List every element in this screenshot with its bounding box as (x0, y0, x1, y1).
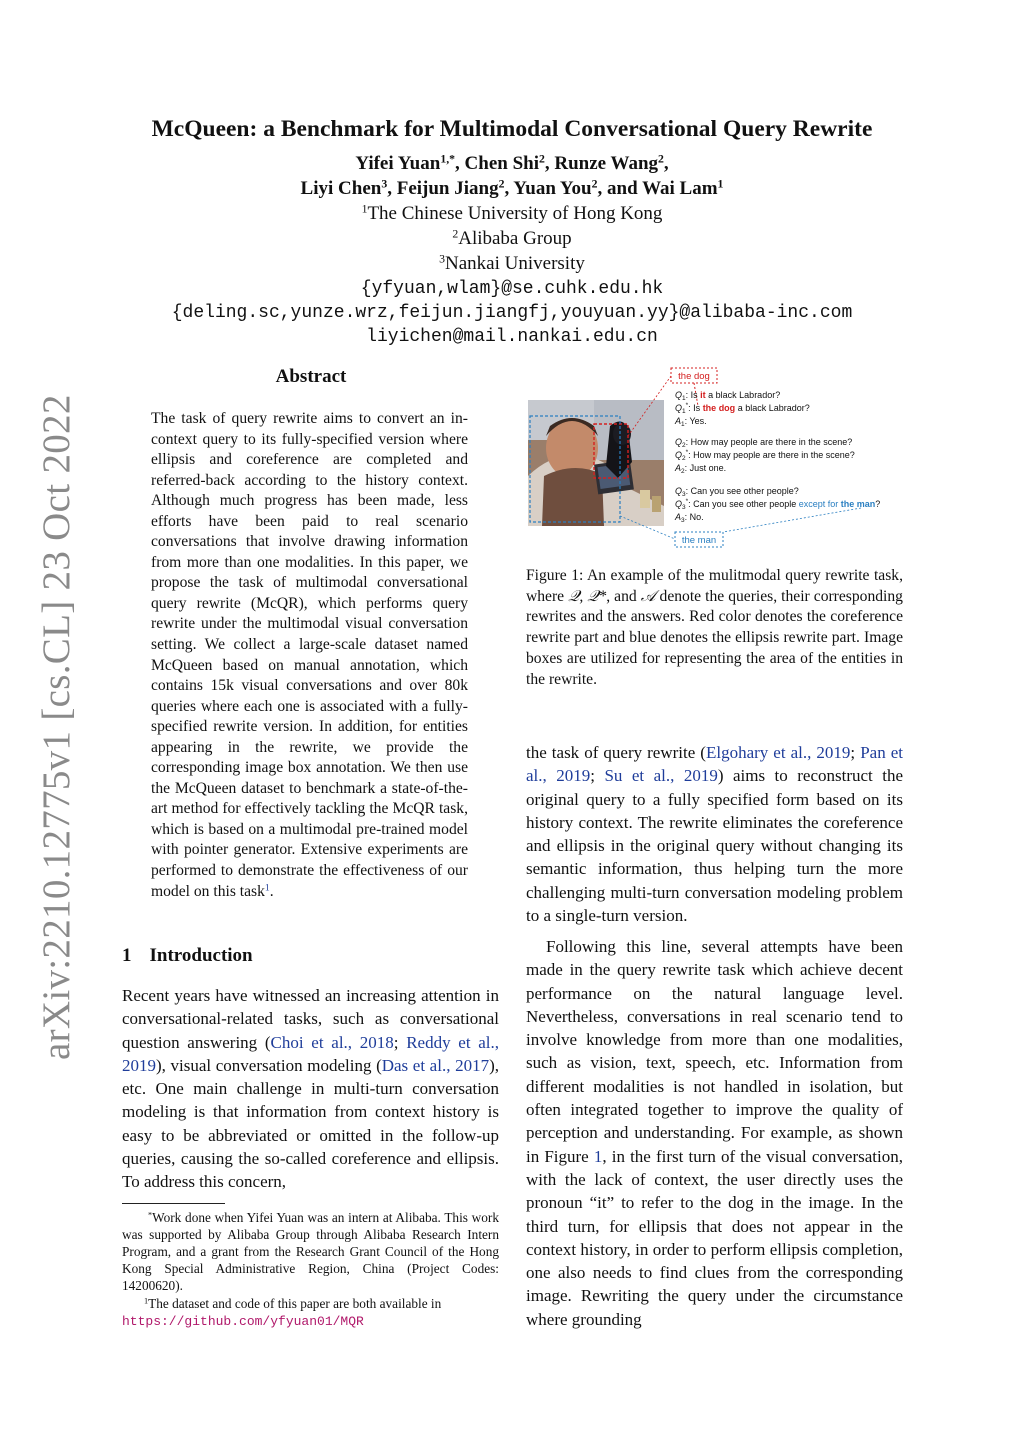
text-run: Following this line, several attempts have been made in the query rewrite task which achieve decent performance on the natural language level. Nevertheless, conversations in real scenario tend to involve knowledge from more than one modalities, such as vision, text, speech, etc. Information from different modalities is not handled in isolation, but often integrated together to improve the quality of perception and understanding. For example, as shown in Figure (526, 937, 903, 1166)
label-the-dog: the dog (678, 371, 710, 382)
text-run: ; (850, 743, 861, 762)
svg-text:A2: Just one.: $A_2$: Just one. (675, 463, 727, 475)
caption-symbol: 𝒜 (640, 587, 656, 605)
email-line-2: {deling.sc,yunze.wrz,feijun.jiangfj,youyuan.yy}@alibaba-inc.com (171, 303, 853, 323)
footnote-ref[interactable]: 1 (264, 882, 270, 894)
affiliation-name: Nankai University (445, 253, 585, 274)
a-text: : No. (684, 512, 704, 522)
section-heading-introduction (122, 945, 253, 967)
author-sep: , (387, 178, 397, 199)
r-text: : Can you see other people (688, 499, 799, 509)
author-sup: 3 (381, 177, 388, 191)
author-sup: 1 (717, 177, 724, 191)
q-label: Q (675, 390, 683, 400)
turn-2 (674, 437, 855, 475)
svg-text:Q2*: How may people are there: $Q_2^*$: How may people are there in the scene? (675, 449, 855, 462)
author-sep: , (663, 153, 669, 174)
citation-link[interactable]: Elgohary et al., 2019 (705, 743, 851, 762)
r-sub: 1 (682, 408, 686, 415)
author-name: Yifei Yuan (355, 153, 441, 174)
q-text: : Can you see other people? (685, 486, 799, 496)
email-line-3: liyichen@mail.nankai.edu.cn (366, 327, 658, 347)
r-sub: 2 (682, 455, 686, 462)
abstract-end: . (269, 882, 274, 900)
q-label: Q (675, 437, 683, 447)
author-name: Wai Lam (642, 178, 718, 199)
r-text: ? (875, 499, 881, 509)
r-sub: 3 (682, 504, 686, 511)
figure-ref-link[interactable]: 1 (593, 1146, 603, 1166)
author-sup: 2 (658, 152, 664, 166)
right-paragraph-1 (526, 741, 903, 927)
caption-symbol: 𝒬, 𝒬* (568, 587, 607, 605)
text-run: Recent years have witnessed an increasing attention in conversational-related tasks, such as conversational question answering ( (122, 986, 499, 1052)
caption-text: denote the queries, their corresponding rewrites and the answers. Red color denotes the coreference rewrite part and blue denotes the ellipsis rewrite part. Image boxes are utilized for representing the area of the entities in the rewrite. (526, 587, 903, 688)
svg-text:Q3: Can you see other people? (675, 486, 799, 498)
r-label: Q (675, 450, 683, 460)
affiliation-sup: 3 (439, 252, 446, 266)
svg-text:Q1*: Is the dog a black Labrad: $Q_1^*$: Is the dog a black Labrador? (675, 402, 810, 415)
author-sup: 2 (591, 177, 598, 191)
r-label: Q (675, 499, 683, 509)
author-name: Feijun Jiang (396, 178, 499, 199)
intro-paragraph (122, 984, 499, 1194)
a-sub: 3 (681, 517, 685, 524)
label-the-man: the man (681, 535, 717, 546)
a-text: : Just one. (684, 463, 727, 473)
affiliation-sup: 2 (452, 227, 459, 241)
affiliation-name: Alibaba Group (458, 228, 572, 249)
citation-link[interactable]: Choi et al., 2018 (270, 1032, 394, 1052)
q-text: : How may people are there in the scene? (685, 437, 853, 447)
r-ellipsis-rewrite: except for (798, 499, 841, 509)
text-run: ), etc. One main challenge in multi-turn conversation modeling is that information from context history is easy to be abbreviated or omitted in the follow-up queries, causing the so-called coreference and ellipsis. To address this concern, (122, 1055, 499, 1192)
r-text: : Is (688, 403, 703, 413)
github-link[interactable]: https://github.com/yfyuan01/MQR (122, 1314, 364, 1329)
right-paragraph-2 (526, 935, 903, 1331)
citation-link[interactable]: Su et al., 2019 (604, 766, 718, 786)
affiliation-2 (0, 228, 1024, 250)
r-text: a black Labrador? (735, 403, 810, 413)
footnote-rule (122, 1203, 225, 1204)
author-sep: , (544, 153, 555, 174)
citation-link[interactable]: Pan et al., 2019 (526, 743, 903, 786)
q-sub: 2 (682, 442, 686, 449)
svg-text:Q1: Is it a black Labrador? (675, 390, 780, 402)
author-line-2 (0, 178, 1024, 200)
svg-text:A1: Yes.: $A_1$: Yes. (675, 416, 707, 428)
figure-1-caption (526, 566, 903, 690)
q-coref-word: it (700, 390, 706, 400)
r-coref-rewrite: the dog (702, 403, 736, 413)
footnote-1 (122, 1209, 499, 1294)
affiliation-sup: 1 (361, 202, 368, 216)
a-text: : Yes. (684, 416, 707, 426)
author-name: Chen Shi (464, 153, 539, 174)
text-run: ; (590, 766, 605, 786)
author-name: Liyi Chen (300, 178, 382, 199)
figure-1 (524, 366, 909, 552)
a-sub: 2 (681, 468, 685, 475)
caption-label: Figure 1: (526, 567, 584, 584)
caption-text: , and (606, 587, 641, 605)
author-line-1 (0, 153, 1024, 175)
author-sep: , and (597, 178, 643, 199)
a-sub: 1 (681, 421, 685, 428)
r-label: Q (675, 403, 683, 413)
abstract-heading: Abstract (275, 366, 347, 387)
caption-text: An example of the mulitmodal query rewrite task, where (526, 567, 903, 605)
svg-text:Q3*: Can you see other people: $Q_3^*$: Can you see other people except for the man? (675, 498, 881, 511)
author-sep: , (504, 178, 514, 199)
r-text: : How may people are there in the scene? (688, 450, 855, 460)
svg-text:Q2: How may people are there i (675, 437, 852, 449)
arxiv-identifier: arXiv:2210.12775v1 [cs.CL] 23 Oct 2022 (35, 394, 78, 1060)
svg-text:A3: No.: $A_3$: No. (675, 512, 704, 524)
text-run: ), visual conversation modeling ( (156, 1055, 382, 1075)
text-run: the task of query rewrite ( (526, 743, 706, 762)
author-name: Runze Wang (554, 153, 659, 174)
footnote-text: Work done when Yifei Yuan was an intern at Alibaba. This work was supported by Alibaba Group through Alibaba Research Intern Program, and a grant from the Research Grant Council of the Hong Kong Special Administrative Region, China (Project Codes: 14200620). (122, 1210, 499, 1293)
author-sup: 2 (498, 177, 505, 191)
author-sep: , (455, 153, 465, 174)
turn-1 (674, 390, 810, 428)
email-line-1: {yfyuan,wlam}@se.cuhk.edu.hk (360, 279, 664, 299)
q-sub: 1 (682, 395, 686, 402)
section-number: 1 (122, 945, 132, 966)
affiliation-1 (0, 203, 1024, 225)
author-sup: 2 (538, 152, 545, 166)
q-text: a black Labrador? (705, 390, 781, 400)
citation-link[interactable]: Reddy et al., 2019 (122, 1032, 500, 1075)
paper-title: McQueen: a Benchmark for Multimodal Conversational Query Rewrite (151, 116, 873, 142)
footnote-2 (122, 1295, 499, 1330)
citation-link[interactable]: Das et al., 2017 (381, 1055, 490, 1075)
footnote-mark: * (148, 1210, 153, 1220)
turn-3 (674, 486, 880, 524)
abstract-body (151, 409, 468, 902)
q-sub: 3 (682, 491, 686, 498)
affiliation-name: The Chinese University of Hong Kong (367, 203, 663, 224)
text-run: , in the first turn of the visual conversation, with the lack of context, the user directly uses the pronoun “it” to refer to the dog in the image. In the third turn, for ellipsis that does not appear in the context history, in order to perform ellipsis completion, one also needs to find clues from the corresponding image. Rewriting the query under the circumstance where grounding (526, 1146, 903, 1329)
footnote-mark: 1 (144, 1296, 149, 1306)
text-run: ; (393, 1032, 407, 1052)
q-text: : Is (685, 390, 701, 400)
author-sup: 1,* (440, 152, 456, 166)
text-run: ) aims to reconstruct the original query to a fully specified form based on its history context. The rewrite eliminates the coreference and ellipsis in the original query without changing its semantic information, thus helping turn the more challenging multi-turn conversation modeling problem to a single-turn version. (526, 766, 904, 926)
q-label: Q (675, 486, 683, 496)
footnote-text: The dataset and code of this paper are both available in (148, 1296, 442, 1311)
author-name: Yuan You (513, 178, 592, 199)
abstract-text: The task of query rewrite aims to convert an in-context query to its fully-specified version where ellipsis and coreference are completed and referred-back according to the history context. Although much progress has been made, less efforts have been paid to real scenario conversations that involve drawing information from more than one modalities. In this paper, we propose the task of multimodal conversational query rewrite (McQR), which performs query rewrite under the multimodal visual conversation setting. We collect a large-scale dataset named McQueen based on manual annotation, which contains 15k visual conversations and over 80k queries where each one is associated with a fully-specified rewrite version. In addition, for entities appearing in the rewrite, we provide the corresponding image box annotation. We then use the McQueen dataset to benchmark a state-of-the-art method for effectively tackling the McQR task, which is based on a multimodal pre-trained model with pointer generator. Extensive experiments are performed to demonstrate the effectiveness of our model on this task (151, 410, 468, 900)
conversation-photo (528, 400, 664, 526)
section-title: Introduction (149, 945, 253, 966)
affiliation-3 (0, 253, 1024, 275)
r-ellipsis-entity: the man (840, 499, 876, 509)
